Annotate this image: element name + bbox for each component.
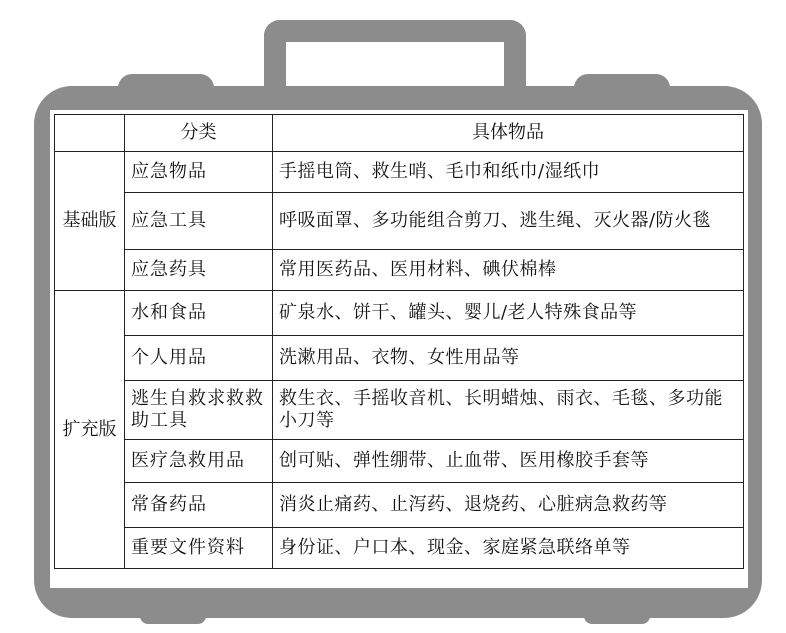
table-row [55, 291, 744, 336]
table-row [55, 336, 744, 381]
row-items: 常用医药品、医用材料、碘伏棉棒 [273, 250, 744, 291]
emergency-kit-table [54, 114, 744, 569]
row-category: 医疗急救用品 [125, 440, 273, 483]
row-items: 手摇电筒、救生哨、毛巾和纸巾/湿纸巾 [273, 152, 744, 193]
table-header-row [55, 115, 744, 152]
row-category: 应急药具 [125, 250, 273, 291]
table-row [55, 381, 744, 440]
table-row [55, 250, 744, 291]
table-row [55, 193, 744, 250]
table-row [55, 152, 744, 193]
header-items: 具体物品 [273, 115, 744, 152]
row-items: 身份证、户口本、现金、家庭紧急联络单等 [273, 528, 744, 569]
row-items: 呼吸面罩、多功能组合剪刀、逃生绳、灭火器/防火毯 [273, 193, 744, 250]
row-category: 重要文件资料 [125, 528, 273, 569]
row-items: 创可贴、弹性绷带、止血带、医用橡胶手套等 [273, 440, 744, 483]
header-category: 分类 [125, 115, 273, 152]
table-row [55, 528, 744, 569]
row-category: 个人用品 [125, 336, 273, 381]
row-category: 常备药品 [125, 483, 273, 528]
briefcase-foot-left [140, 612, 206, 624]
group-basic: 基础版 [55, 152, 125, 291]
row-items: 消炎止痛药、止泻药、退烧药、心脏病急救药等 [273, 483, 744, 528]
row-items: 矿泉水、饼干、罐头、婴儿/老人特殊食品等 [273, 291, 744, 336]
header-group [55, 115, 125, 152]
group-extended: 扩充版 [55, 291, 125, 569]
row-category: 应急工具 [125, 193, 273, 250]
row-items: 救生衣、手摇收音机、长明蜡烛、雨衣、毛毯、多功能小刀等 [273, 381, 744, 440]
row-items: 洗漱用品、衣物、女性用品等 [273, 336, 744, 381]
row-category: 应急物品 [125, 152, 273, 193]
briefcase-foot-right [584, 612, 650, 624]
row-category: 水和食品 [125, 291, 273, 336]
table-row [55, 483, 744, 528]
table-row [55, 440, 744, 483]
row-category: 逃生自救求救救助工具 [125, 381, 273, 440]
